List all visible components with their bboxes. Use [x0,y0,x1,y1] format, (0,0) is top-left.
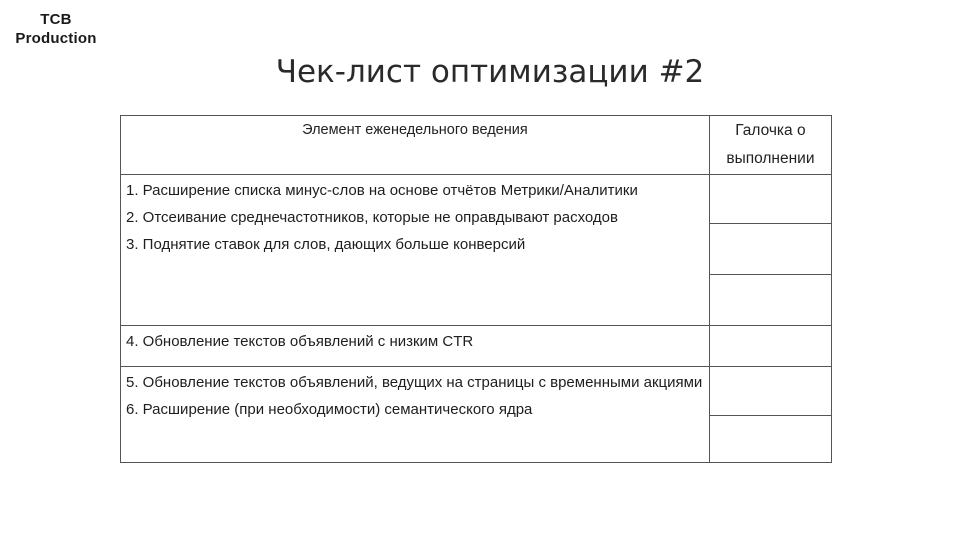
list-item: 1. Расширение списка минус-слов на основе отчётов Метрики/Аналитики [126,182,638,199]
list-item: 4. Обновление текстов объявлений с низким CTR [126,333,474,350]
table-row [121,367,832,416]
company-logo [14,10,98,48]
check-cell[interactable] [709,175,831,224]
table-row [121,326,832,367]
slide-title: Чек-лист оптимизации #2 [275,54,705,90]
item-cell-group-1 [121,175,710,326]
list-item: 6. Расширение (при необходимости) семантического ядра [126,401,533,418]
check-cell[interactable] [709,326,831,367]
check-cell[interactable] [709,416,831,463]
header-check: Галочка о выполнении [709,116,831,175]
list-item: 3. Поднятие ставок для слов, дающих больше конверсий [126,236,526,253]
check-cell[interactable] [709,224,831,275]
table-row [121,175,832,224]
checklist-table [120,115,832,463]
list-item: 2. Отсеивание среднечастотников, которые не оправдывают расходов [126,209,618,226]
item-cell-group-2 [121,367,710,463]
item-cell [121,326,710,367]
check-cell[interactable] [709,367,831,416]
list-item: 5. Обновление текстов объявлений, ведущих на страницы с временными акциями [126,374,703,391]
header-item: Элемент еженедельного ведения [121,116,710,175]
logo-line-1: TCB [40,11,72,28]
logo-line-2: Production [15,30,97,47]
table-header-row [121,116,832,175]
check-cell[interactable] [709,275,831,326]
